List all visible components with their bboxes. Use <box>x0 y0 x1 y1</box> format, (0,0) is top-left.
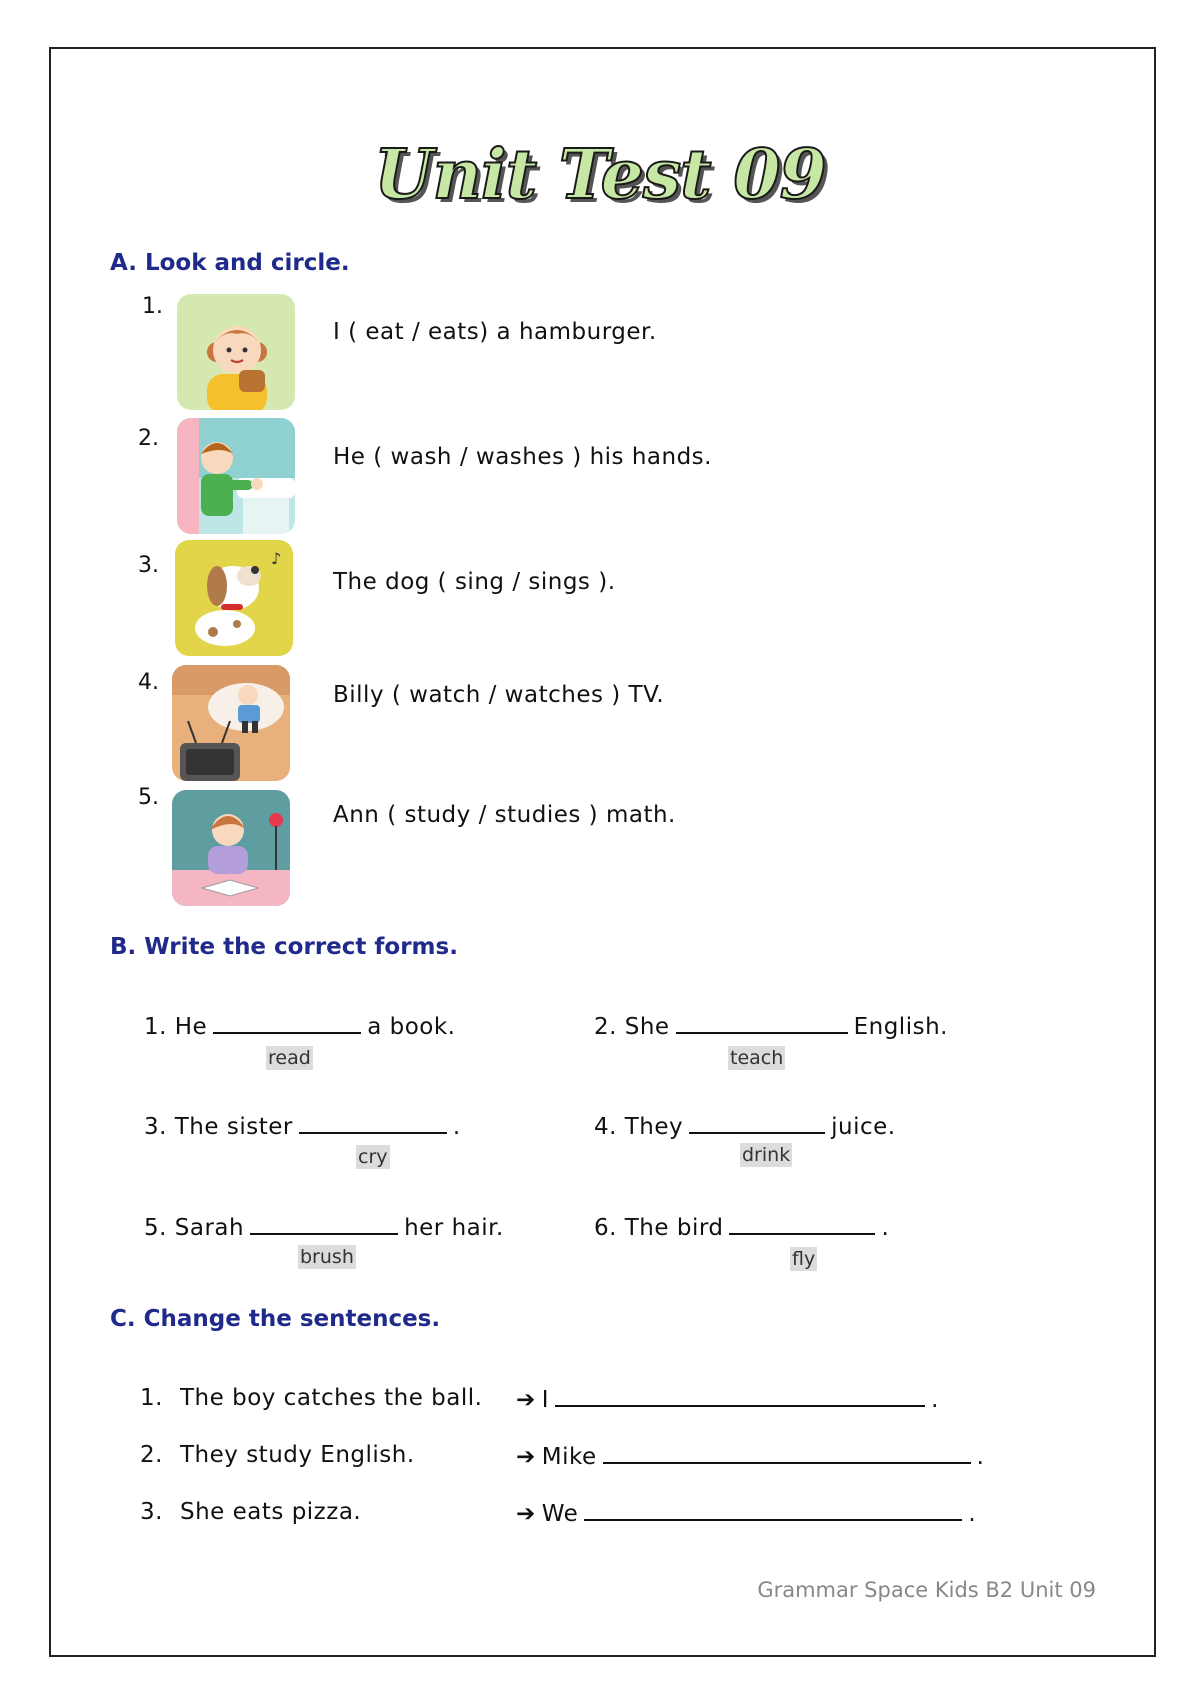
item-b5-blank[interactable] <box>250 1213 398 1235</box>
item-c2-subject: Mike <box>541 1444 597 1470</box>
item-a4-number: 4. <box>138 670 159 695</box>
item-a1-number: 1. <box>142 294 163 319</box>
item-c3-end: . <box>968 1501 977 1527</box>
item-b4 <box>594 1112 896 1140</box>
girl-eating-hamburger-picture <box>177 294 295 410</box>
arrow-right-icon: ➔ <box>516 1444 536 1470</box>
page-title: Unit Test 09 <box>374 135 826 215</box>
boy-washing-hands-picture <box>177 418 295 534</box>
dog-singing-picture <box>175 540 293 656</box>
item-b4-hint: drink <box>742 1144 791 1166</box>
section-c-heading: C. Change the sentences. <box>110 1306 441 1332</box>
item-c1-sentence: The boy catches the ball. <box>180 1385 483 1411</box>
item-c1-number: 1. <box>140 1385 163 1411</box>
item-b5-hint: brush <box>300 1246 354 1268</box>
item-c2-answer <box>516 1442 984 1470</box>
item-a5-number: 5. <box>138 785 159 810</box>
item-b6-start: 6. The bird <box>594 1215 724 1241</box>
girl-studying-picture <box>172 790 290 906</box>
item-b1-blank[interactable] <box>213 1012 361 1034</box>
item-b1 <box>144 1012 455 1040</box>
arrow-right-icon: ➔ <box>516 1501 536 1527</box>
item-b2-end: English. <box>853 1014 948 1040</box>
arrow-right-icon: ➔ <box>516 1387 536 1413</box>
item-c1-answer <box>516 1385 939 1413</box>
item-b4-end: juice. <box>831 1114 896 1140</box>
boy-watching-tv-picture <box>172 665 290 781</box>
item-b4-blank[interactable] <box>689 1112 825 1134</box>
item-b3-start: 3. The sister <box>144 1114 293 1140</box>
item-c1-blank[interactable] <box>555 1385 925 1407</box>
item-c2-sentence: They study English. <box>180 1442 415 1468</box>
item-b2-start: 2. She <box>594 1014 670 1040</box>
item-c2-number: 2. <box>140 1442 163 1468</box>
item-b5-end: her hair. <box>404 1215 504 1241</box>
item-a4-sentence: Billy ( watch / watches ) TV. <box>333 682 665 708</box>
item-b2 <box>594 1012 948 1040</box>
item-a5-sentence: Ann ( study / studies ) math. <box>333 802 676 828</box>
item-b5-start: 5. Sarah <box>144 1215 245 1241</box>
item-b6-hint: fly <box>792 1248 816 1270</box>
page-footer: Grammar Space Kids B2 Unit 09 <box>757 1578 1096 1602</box>
item-c3-subject: We <box>541 1501 579 1527</box>
section-b-heading: B. Write the correct forms. <box>110 934 458 960</box>
item-b2-blank[interactable] <box>676 1012 848 1034</box>
item-b3 <box>144 1112 461 1140</box>
item-c1-end: . <box>931 1387 939 1413</box>
item-a3-sentence: The dog ( sing / sings ). <box>333 569 616 595</box>
item-c2-end: . <box>976 1444 985 1470</box>
svg-text:♪: ♪ <box>271 549 282 568</box>
section-a-heading: A. Look and circle. <box>110 250 350 276</box>
item-b6-blank[interactable] <box>729 1213 875 1235</box>
item-a2-number: 2. <box>138 426 159 451</box>
item-b1-start: 1. He <box>144 1014 208 1040</box>
item-c2-blank[interactable] <box>603 1442 971 1464</box>
item-b6 <box>594 1213 889 1241</box>
item-c3-blank[interactable] <box>584 1499 962 1521</box>
item-c3-sentence: She eats pizza. <box>180 1499 362 1525</box>
item-b1-hint: read <box>268 1047 311 1069</box>
item-a2-sentence: He ( wash / washes ) his hands. <box>333 444 712 470</box>
item-b3-hint: cry <box>358 1146 388 1168</box>
item-b3-blank[interactable] <box>299 1112 447 1134</box>
item-c3-answer <box>516 1499 976 1527</box>
item-b4-start: 4. They <box>594 1114 684 1140</box>
item-b6-end: . <box>881 1215 890 1241</box>
item-c3-number: 3. <box>140 1499 163 1525</box>
item-a1-sentence: I ( eat / eats) a hamburger. <box>333 319 657 345</box>
item-b3-end: . <box>452 1114 461 1140</box>
item-b1-end: a book. <box>367 1014 456 1040</box>
item-b5 <box>144 1213 504 1241</box>
item-a3-number: 3. <box>138 553 159 578</box>
item-c1-subject: I <box>541 1387 550 1413</box>
item-b2-hint: teach <box>730 1047 784 1069</box>
